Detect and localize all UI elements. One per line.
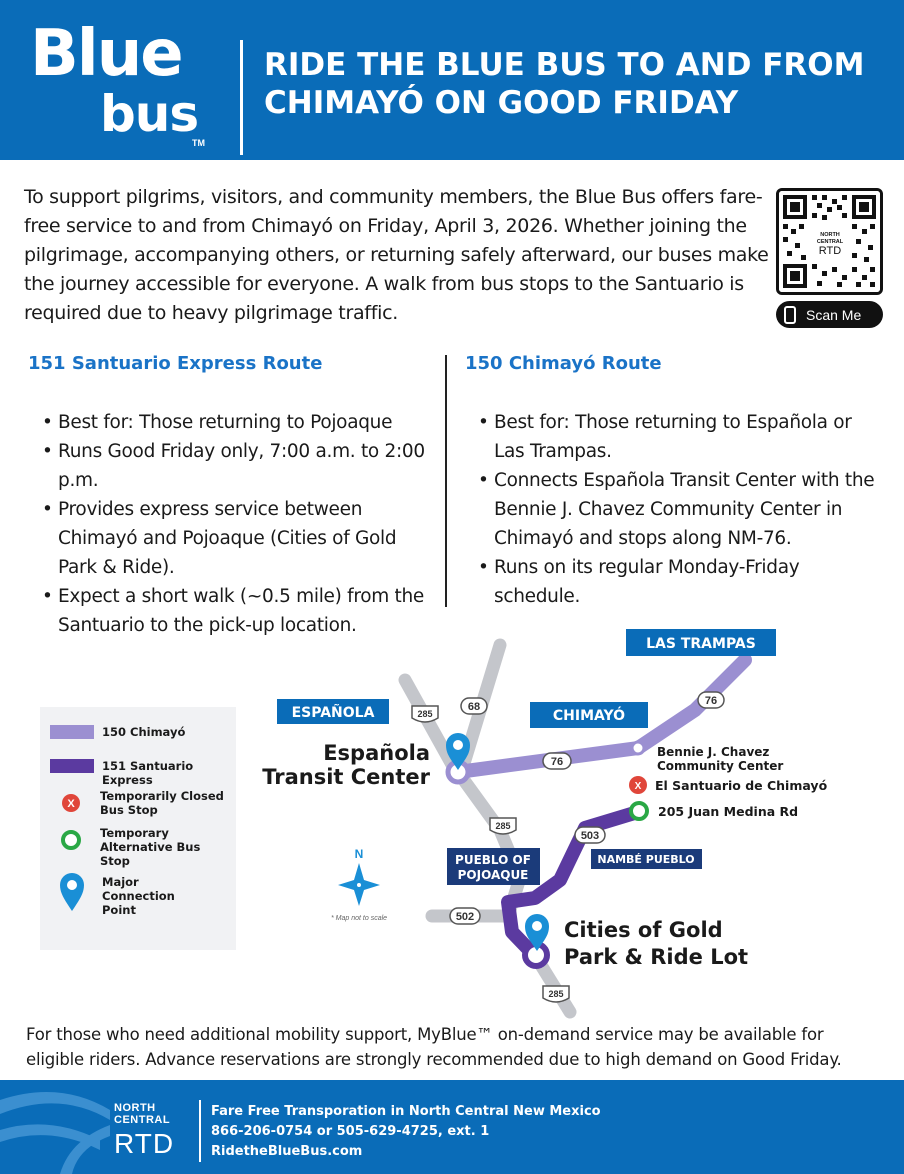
legend-label-150: 150 Chimayó xyxy=(102,725,186,739)
map-not-to-scale-note: * Map not to scale xyxy=(331,915,388,922)
shield-285-north xyxy=(412,706,438,722)
svg-text:NAMBÉ PUEBLO: NAMBÉ PUEBLO xyxy=(597,853,695,866)
svg-text:CHIMAYÓ: CHIMAYÓ xyxy=(552,708,626,724)
svg-text:502: 502 xyxy=(455,911,475,923)
footer-swoosh-graphic xyxy=(0,1080,110,1174)
page-title: RIDE THE BLUE BUS TO AND FROM CHIMAYÓ ON GOOD FRIDAY xyxy=(264,47,865,121)
header-divider xyxy=(240,40,243,155)
label-espanola-tc-line1: Española xyxy=(323,741,430,765)
footer-logo-rtd: RTD xyxy=(114,1128,175,1159)
shield-76-east xyxy=(698,692,724,708)
label-nambe-pueblo xyxy=(591,849,702,869)
svg-text:PUEBLO OF: PUEBLO OF xyxy=(455,853,531,867)
scan-me-badge xyxy=(776,301,883,328)
logo-blue-text: Blue xyxy=(30,17,182,91)
route-map xyxy=(0,625,904,1020)
svg-text:LAS TRAMPAS: LAS TRAMPAS xyxy=(646,636,756,652)
svg-text:ESPAÑOLA: ESPAÑOLA xyxy=(291,705,375,721)
svg-text:N: N xyxy=(354,847,364,861)
list-item: • Connects Española Transit Center with the Bennie J. Chavez Community Center in Chimayó and stops along NM-76. xyxy=(478,466,878,553)
stop-juan-medina-alternative xyxy=(631,803,647,819)
route-150-bullet-list xyxy=(478,408,878,611)
footer-website-link[interactable]: RidetheBlueBus.com xyxy=(211,1144,363,1159)
stop-el-santuario-closed xyxy=(629,776,647,794)
list-item: • Provides express service between Chimayó and Pojoaque (Cities of Gold Park & Ride). xyxy=(42,495,437,582)
footer-phone[interactable]: 866-206-0754 or 505-629-4725, ext. 1 xyxy=(211,1124,490,1139)
shield-503 xyxy=(575,827,605,843)
logo-bus-text: bus xyxy=(100,85,199,143)
shield-285-south xyxy=(543,986,569,1002)
list-item: • Best for: Those returning to Pojoaque xyxy=(42,408,437,437)
legend-label-alternative: Temporary Alternative Bus Stop xyxy=(100,826,201,868)
stop-bennie-chavez xyxy=(632,742,644,754)
list-item: • Expect a short walk (~0.5 mile) from the Santuario to the pick-up location. xyxy=(42,582,437,640)
label-juan-medina: 205 Juan Medina Rd xyxy=(658,804,799,819)
svg-text:68: 68 xyxy=(467,701,481,713)
legend-label-closed: Temporarily Closed Bus Stop xyxy=(100,789,224,817)
svg-text:76: 76 xyxy=(704,695,718,707)
svg-text:POJOAQUE: POJOAQUE xyxy=(457,868,529,882)
mobility-footnote: For those who need additional mobility support, MyBlue™ on-demand service may be available for eligible riders. Advance reservations are strongly recommended due to high demand on Good Friday. xyxy=(26,1025,842,1069)
shield-68 xyxy=(461,698,487,714)
svg-text:285: 285 xyxy=(417,709,433,719)
qr-code[interactable] xyxy=(776,188,883,295)
svg-text:285: 285 xyxy=(495,821,511,831)
intro-paragraph: To support pilgrims, visitors, and community members, the Blue Bus offers fare-free service to and from Chimayó on Friday, April 3, 2026. Whether joining the pilgrimage, accompanying others, or returning safely afterward, our buses make the journey accessible for everyone. A walk from bus stops to the Santuario is required due to heavy pilgrimage traffic. xyxy=(24,186,769,324)
footer-logo-line2: CENTRAL xyxy=(114,1114,171,1126)
label-bennie-line1: Bennie J. Chavez xyxy=(657,745,770,759)
label-espanola-tc-line2: Transit Center xyxy=(262,765,430,789)
shield-502 xyxy=(450,908,480,924)
label-cities-of-gold-line1: Cities of Gold xyxy=(564,918,723,942)
svg-text:X: X xyxy=(67,798,75,810)
footer-logo-line1: NORTH xyxy=(114,1102,156,1114)
label-bennie-line2: Community Center xyxy=(657,759,784,773)
qr-center-rtd: RTD xyxy=(818,245,842,257)
compass-icon xyxy=(338,847,380,906)
header-banner xyxy=(0,0,904,160)
label-santuario: El Santuario de Chimayó xyxy=(655,778,828,793)
scan-me-label: Scan Me xyxy=(806,306,862,323)
footer-logo-text xyxy=(114,1102,170,1126)
list-item: • Runs Good Friday only, 7:00 a.m. to 2:00 p.m. xyxy=(42,437,437,495)
route-151-heading: 151 Santuario Express Route xyxy=(28,353,323,374)
footer-divider xyxy=(199,1100,201,1162)
shield-76-west xyxy=(543,753,571,769)
qr-center-line2: CENTRAL xyxy=(816,239,844,245)
label-chimayo xyxy=(530,702,648,728)
logo-trademark: TM xyxy=(192,138,205,148)
footer-tagline: Fare Free Transporation in North Central New Mexico xyxy=(211,1104,601,1119)
list-item: • Best for: Those returning to Española or Las Trampas. xyxy=(478,408,878,466)
label-cities-of-gold-line2: Park & Ride Lot xyxy=(564,945,749,969)
label-pueblo-pojoaque xyxy=(447,848,540,885)
footer-contact-info xyxy=(211,1102,601,1162)
route-150-heading: 150 Chimayó Route xyxy=(465,353,662,374)
svg-text:76: 76 xyxy=(550,756,564,768)
svg-text:X: X xyxy=(634,781,642,792)
legend-label-151: 151 Santuario Express xyxy=(102,759,194,787)
phone-icon xyxy=(784,306,796,324)
svg-text:503: 503 xyxy=(580,830,600,842)
label-las-trampas xyxy=(626,629,776,656)
svg-text:285: 285 xyxy=(548,989,564,999)
legend-label-major: Major Connection Point xyxy=(102,875,175,917)
column-divider xyxy=(445,355,447,607)
shield-285-mid xyxy=(490,818,516,834)
qr-center-line1: NORTH xyxy=(820,232,840,238)
footer-banner xyxy=(0,1080,904,1174)
list-item: • Runs on its regular Monday-Friday schedule. xyxy=(478,553,878,611)
qr-code-icon xyxy=(779,191,880,292)
route-151-bullet-list xyxy=(42,408,437,640)
label-espanola xyxy=(277,699,389,724)
